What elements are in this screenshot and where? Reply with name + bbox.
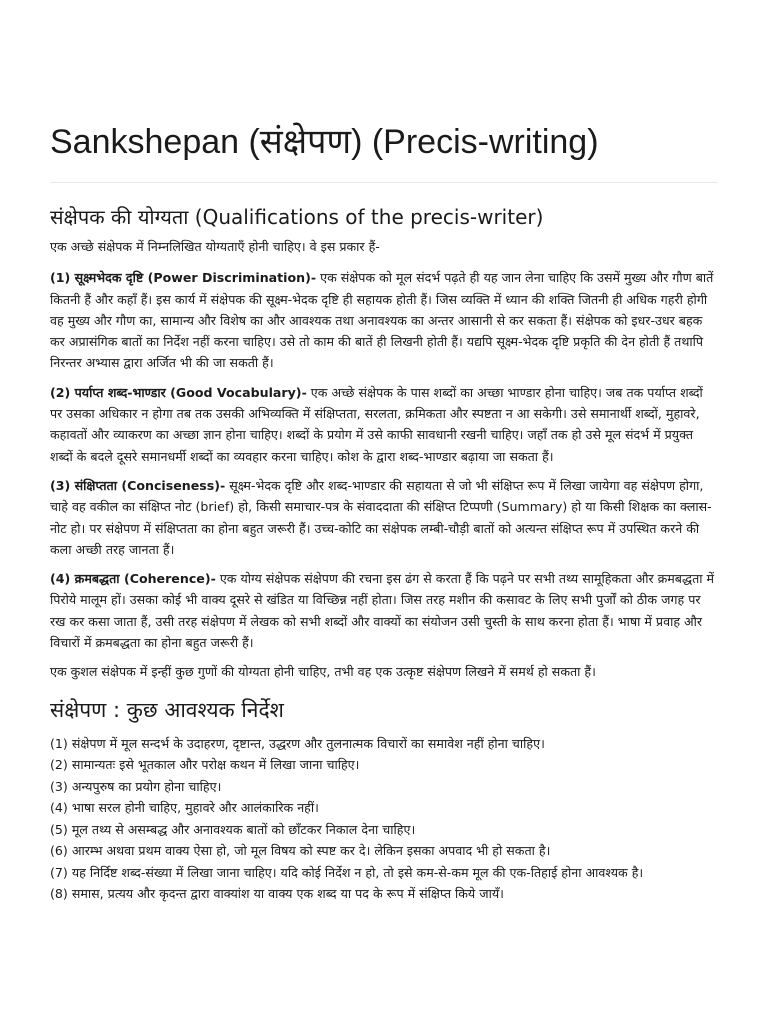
section-heading-qualifications: संक्षेपक की योग्यता (Qualifications of the precis-writer): [50, 205, 544, 229]
guidelines-list: [50, 733, 718, 905]
section-heading-guidelines: संक्षेपण : कुछ आवश्यक निर्देश: [50, 697, 284, 722]
list-item: (8) समास, प्रत्यय और कृदन्त द्वारा वाक्यांश या वाक्य एक शब्द या पद के रूप में संक्षिप्त किये जायँ।: [50, 886, 504, 902]
list-item: (7) यह निर्दिष्ट शब्द-संख्या में लिखा जाना चाहिए। यदि कोई निर्देश न हो, तो इसे कम-से-कम मूल की एक-तिहाई होना आवश्यक है।: [50, 864, 644, 880]
list-item: (5) मूल तथ्य से असम्बद्ध और अनावश्यक बातों को छाँटकर निकाल देना चाहिए।: [50, 821, 416, 837]
quality-label: (4) क्रमबद्धता (Coherence)-: [50, 571, 216, 587]
quality-label: (3) संक्षिप्तता (Conciseness)-: [50, 477, 226, 493]
quality-text: एक संक्षेपक को मूल संदर्भ पढ़ते ही यह जान लेना चाहिए कि उसमें मुख्य और गौण बातें कितनी हैं और कहाँ हैं। इस कार्य में संक्षेपक की सूक्ष्म-भेदक दृष्टि ही सहायक होती हैं। जिस व्यक्ति में ध्यान की शक्ति जितनी ही अधिक गहरी होगी वह मुख्य और गौण का, सामान्य और विशेष का और आवश्यक तथा अनावश्यक का अन्तर आसानी से कर सकता हैं। संक्षेपक को इधर-उधर बहक कर अप्रासंगिक बातों का निर्देश नहीं करना चाहिए। उसे तो काम की बातें ही लिखनी होती हैं। यद्यपि सूक्ष्म-भेदक दृष्टि प्रकृति की देन होती हैं तथापि निरन्तर अभ्यास द्वारा अर्जित भी की जा सकती हैं।: [50, 270, 714, 371]
title-divider: [50, 182, 718, 183]
closing-paragraph: एक कुशल संक्षेपक में इन्हीं कुछ गुणों की योग्यता होनी चाहिए, तभी वह एक उत्कृष्ट संक्षेपण लिखने में समर्थ हो सकता हैं।: [50, 664, 596, 680]
list-item: (6) आरम्भ अथवा प्रथम वाक्य ऐसा हो, जो मूल विषय को स्पष्ट कर दे। लेकिन इसका अपवाद भी हो सकता है।: [50, 843, 551, 859]
quality-paragraph: [50, 382, 718, 467]
quality-text: एक अच्छे संक्षेपक के पास शब्दों का अच्छा भाण्डार होना चाहिए। जब तक पर्याप्त शब्दों पर उसका अधिकार न होगा तब तक उसकी अभिव्यक्ति में संक्षिप्तता, सरलता, क्रमिकता और स्पष्टता न आ सकेगी। उसे समानार्थी शब्दों, मुहावरे, कहावतों और व्याकरण का अच्छा ज्ञान होना चाहिए। शब्दों के प्रयोग में उसे काफी सावधानी रखनी चाहिए। जहाँ तक हो उसे मूल संदर्भ में प्रयुक्त शब्दों के बदले दूसरे समानधर्मी शब्दों का व्यवहार करना चाहिए। कोश के द्वारा शब्द-भाण्डार बढ़ाया जा सकता हैं।: [50, 384, 703, 464]
page-title: Sankshepan (संक्षेपण) (Precis-writing): [50, 123, 599, 161]
list-item: (2) सामान्यतः इसे भूतकाल और परोक्ष कथन में लिखा जाना चाहिए।: [50, 757, 360, 773]
article-body: [50, 200, 718, 905]
quality-label: (2) पर्याप्त शब्द-भाण्डार (Good Vocabulary)-: [50, 384, 307, 400]
quality-text: एक योग्य संक्षेपक संक्षेपण की रचना इस ढंग से करता हैं कि पढ़ने पर सभी तथ्य सामूहिकता और क्रमबद्धता में पिरोये मालूम हों। उसका कोई भी वाक्य दूसरे से खंडित या विच्छिन्न नहीं होता। जिस तरह मशीन की कसावट के लिए सभी पुर्जों को ठीक जगह पर रख कर कसा जाता हैं, उसी तरह संक्षेपण में लेखक को सभी शब्दों और वाक्यों का संयोजन उसी चुस्ती के साथ करना होता हैं। भाषा में प्रवाह और विचारों में क्रमबद्धता का होना बहुत जरूरी हैं।: [50, 571, 715, 651]
list-item: (1) संक्षेपण में मूल सन्दर्भ के उदाहरण, दृष्टान्त, उद्धरण और तुलनात्मक विचारों का समावेश नहीं होना चाहिए।: [50, 735, 545, 751]
quality-text: सूक्ष्म-भेदक दृष्टि और शब्द-भाण्डार की सहायता से जो भी संक्षिप्त रूप में लिखा जायेगा वह संक्षेपण होगा, चाहे वह वकील का संक्षिप्त नोट (brief) हो, किसी समाचार-पत्र के संवाददाता की संक्षिप्त टिप्पणी (Summary) हो या किसी शिक्षक का क्लास-नोट हो। पर संक्षेपण में संक्षिप्तता का होना बहुत जरूरी हैं। उच्च-कोटि का संक्षेपक लम्बी-चौड़ी बातों को अत्यन्त संक्षिप्त रूप में उपस्थित करने की कला अच्छी तरह जानता हैं।: [50, 477, 712, 557]
section-intro: एक अच्छे संक्षेपक में निम्नलिखित योग्यताएँ होनी चाहिए। वे इस प्रकार हैं-: [50, 239, 380, 254]
quality-label: (1) सूक्ष्मभेदक दृष्टि (Power Discrimination)-: [50, 270, 317, 286]
quality-paragraph: [50, 568, 718, 653]
list-item: (3) अन्यपुरुष का प्रयोग होना चाहिए।: [50, 778, 222, 794]
quality-paragraph: [50, 475, 718, 560]
quality-paragraph: [50, 267, 718, 373]
list-item: (4) भाषा सरल होनी चाहिए, मुहावरे और आलंकारिक नहीं।: [50, 800, 319, 816]
